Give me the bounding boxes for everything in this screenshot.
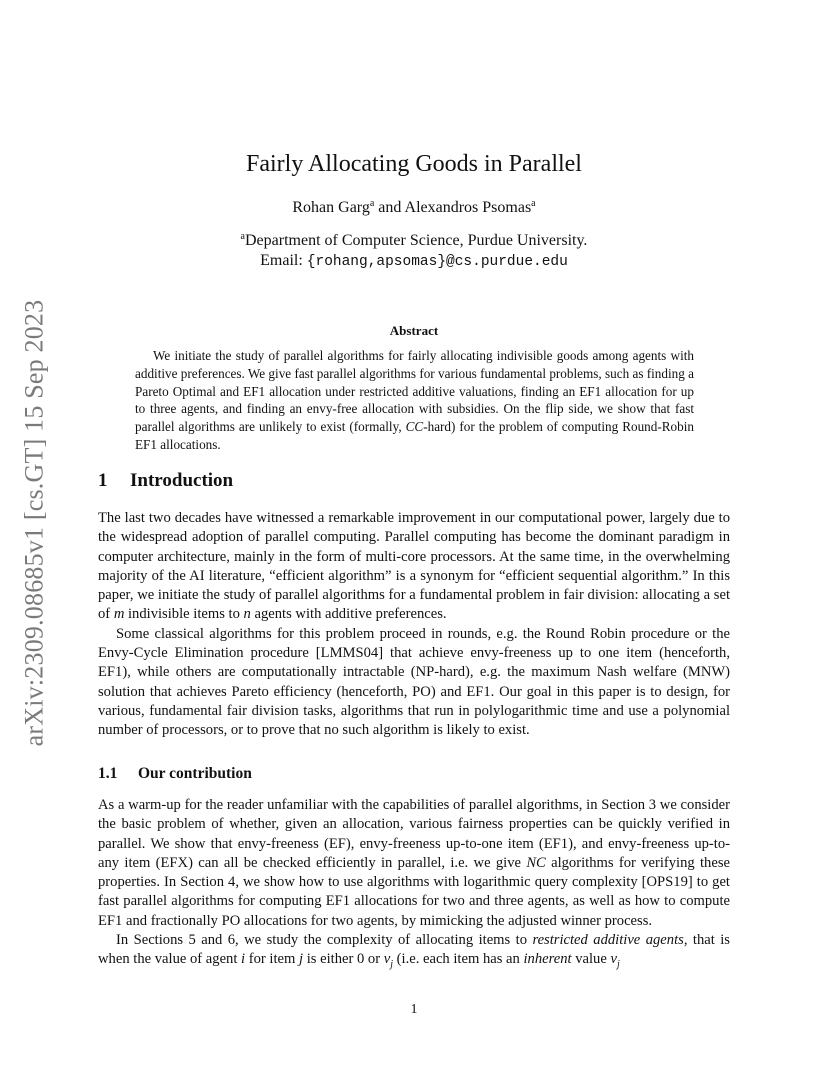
body-text: value [571,951,611,968]
body-paragraph [98,509,730,625]
affiliation-marker: a [369,198,375,209]
body-text: The last two decades have witnessed a remarkable improvement in our computational power, largely due to the widespread adoption of parallel computing. Parallel computing has become the dominant paradigm in computer architecture, mainly in the form of multi-core processors. At the same time, in the overwhelming majority of the AI literature, “efficient algorithm” is a synonym for “efficient sequential algorithm.” In this paper, we initiate the study of parallel algorithms for a fundamental problem in fair division: allocating a set of [98,510,730,623]
affiliation-marker: a [240,231,245,242]
body-paragraph [98,796,730,931]
body-text: for item [245,951,300,968]
introduction-body [98,509,730,741]
body-paragraph [98,931,730,975]
contribution-body [98,796,730,975]
paper-title: Fairly Allocating Goods in Parallel [246,151,582,177]
email-address: {rohang,apsomas}@cs.purdue.edu [306,254,568,270]
emphasis-text: inherent [523,951,572,968]
body-text: indivisible items to [124,606,244,623]
affiliation-block [0,231,828,272]
abstract-text: We initiate the study of parallel algorithms for fairly allocating indivisible goods among agents with additive preferences. We give fast parallel algorithms for various fundamental problems, such as finding a Pareto Optimal and EF1 allocation under restricted additive valuations, finding an EF1 allocation for up to three agents, and finding an envy-free allocation with subsidies. On the flip side, we show that fast parallel algorithms are unlikely to exist (formally, [135,348,694,435]
math-var: v [610,951,617,968]
body-paragraph: Some classical algorithms for this problem proceed in rounds, e.g. the Round Robin procedure or the Envy-Cycle Elimination procedure [LMMS04] that achieve envy-freeness up to one item (henceforth, EF1), while others are computationally intractable (NP-hard), e.g. the maximum Nash welfare (MNW) solution that achieves Pareto efficiency (henceforth, PO) and EF1. Our goal in this paper is to design, for various, fundamental fair division tasks, algorithms that run in polylogarithmic time and use a polynomial number of processors, or to prove that no such algorithm is likely to exist. [98,625,730,739]
arxiv-identifier-stamp [14,285,54,760]
math-var: m [113,606,125,623]
body-text: (i.e. each item has an [393,951,524,968]
affiliation-line [0,231,828,251]
author-name: Alexandros Psomas [404,199,532,216]
math-var: j [299,951,304,968]
cc-math: CC [405,419,424,435]
math-subscript: j [390,959,393,971]
body-text: agents with additive preferences. [250,606,447,623]
math-var: v [383,951,391,968]
math-var: NC [526,854,546,871]
emphasis-text: restricted additive agents [532,932,684,949]
body-text: algorithms for verifying these properties. In Section 4, we show how to use algorithms with logarithmic query complexity [OPS19] to get fast parallel algorithms for computing EF1 allocations for two and three agents, as well as how to compute EF1 and fractionally PO allocations for two agents, by mimicking the adjusted winner process. [98,854,730,929]
department-name: Department of Computer Science, Purdue University. [245,232,588,249]
affiliation-marker: a [531,198,536,209]
page-number: 1 [410,1002,418,1017]
subsection-heading [98,765,252,783]
section-number: 1 [98,470,108,491]
abstract-text: -hard) for the problem of computing Round-Robin EF1 allocations. [135,419,694,452]
section-heading [98,470,233,492]
subsection-title: Our contribution [138,765,252,782]
body-text: , that is when the value of agent [98,932,730,968]
author-connector: and [374,199,405,216]
math-var: i [241,951,246,968]
author-list [0,197,828,219]
arxiv-identifier-text: arXiv:2309.08685v1 [cs.GT] 15 Sep 2023 [19,299,48,746]
abstract-paragraph [135,347,694,454]
body-text: As a warm-up for the reader unfamiliar with the capabilities of parallel algorithms, in Section 3 we consider the basic problem of whether, given an allocation, various fairness properties can be quickly verified in parallel. We show that envy-freeness (EF), envy-freeness up-to-one item (EF1), and envy-freeness up-to-any item (EFX) can all be checked efficiently in parallel, i.e. we give [98,797,730,871]
email-line [0,251,828,272]
math-var: n [243,606,251,623]
section-title: Introduction [130,470,234,491]
body-text: is either 0 or [303,951,384,968]
email-label: Email: [260,252,307,269]
body-text: In Sections 5 and 6, we study the complexity of allocating items to [116,932,533,949]
math-subscript: j [616,959,620,971]
subsection-number: 1.1 [98,765,118,782]
abstract-body [135,347,694,454]
abstract-heading: Abstract [389,323,439,338]
author-name: Rohan Garg [292,199,370,216]
